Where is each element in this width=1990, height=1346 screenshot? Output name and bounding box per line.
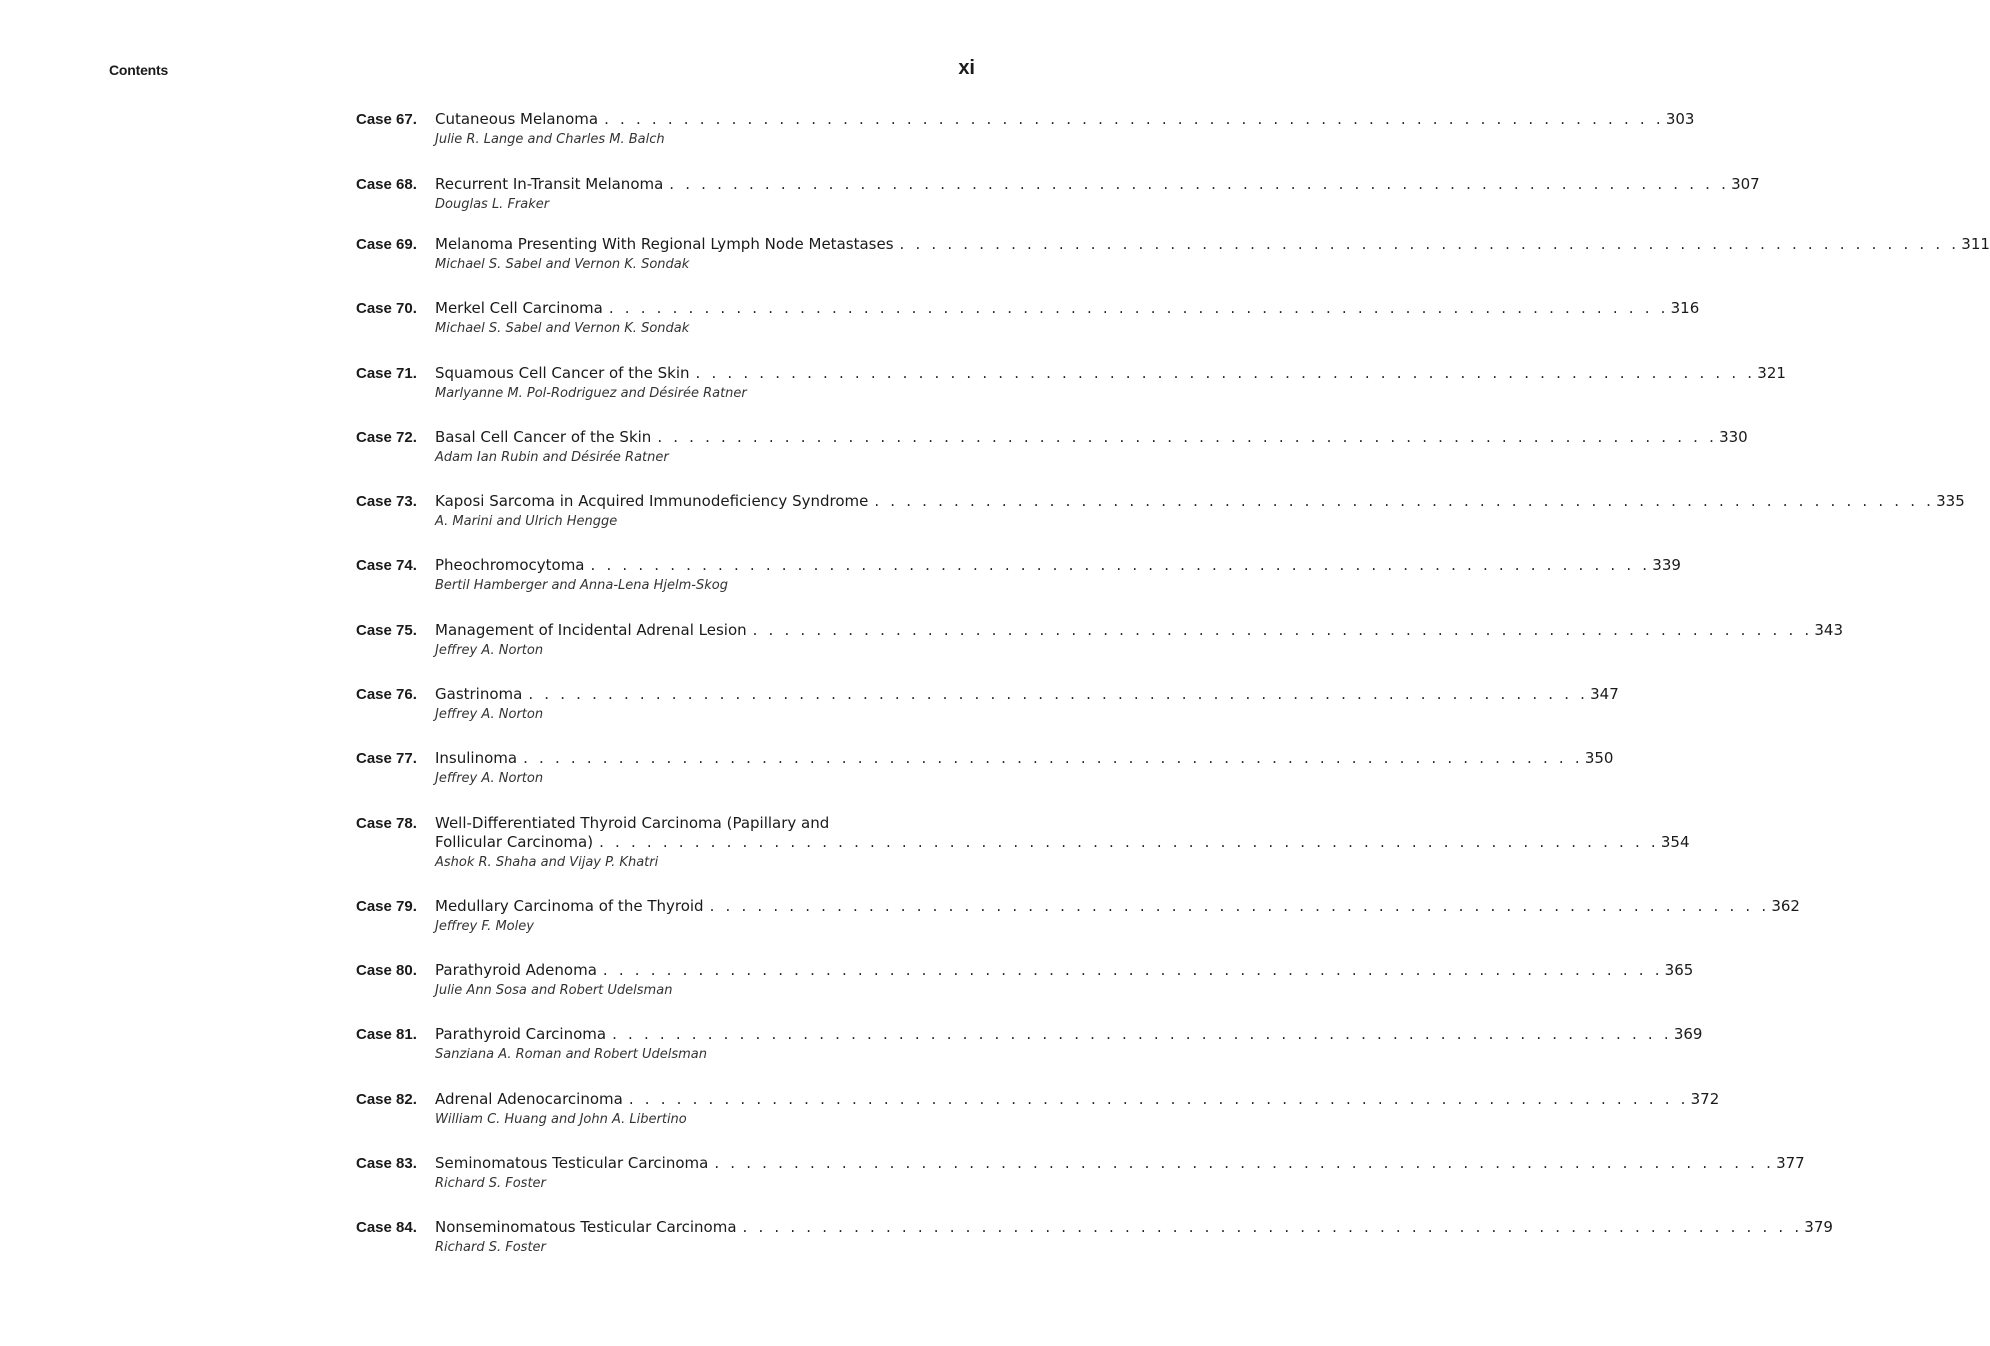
case-number: Case 71. [356,365,417,382]
dot-leader: . . . . . . . . . . . . . . . . . . . . . . . . . . . . . . . . . . . . . . . . . . . . . . . . . . . . . . . . . . . . . . . . . . . [714,1154,1775,1172]
dot-leader: . . . . . . . . . . . . . . . . . . . . . . . . . . . . . . . . . . . . . . . . . . . . . . . . . . . . . . . . . . . . . . . . . . . [899,235,1960,253]
case-authors: Jeffrey F. Moley [435,919,534,934]
case-title: Seminomatous Testicular Carcinoma [435,1154,709,1172]
case-number: Case 70. [356,300,417,317]
page-ref: 372 [1690,1090,1720,1108]
page-ref: 350 [1584,749,1614,767]
page-ref: 369 [1673,1025,1703,1043]
toc-entry [356,961,1694,999]
case-title: Pheochromocytoma [435,556,585,574]
case-title: Kaposi Sarcoma in Acquired Immunodeficiency Syndrome [435,492,869,510]
case-title: Basal Cell Cancer of the Skin [435,428,652,446]
toc-entry [356,1090,1720,1128]
page-ref: 303 [1665,110,1695,128]
case-title: Recurrent In-Transit Melanoma [435,175,664,193]
case-number: Case 80. [356,962,417,979]
dot-leader: . . . . . . . . . . . . . . . . . . . . . . . . . . . . . . . . . . . . . . . . . . . . . . . . . . . . . . . . . . . . . . . . . . . [604,110,1664,128]
running-head: Contents [109,62,169,78]
page-ref: 379 [1804,1218,1833,1236]
dot-leader: . . . . . . . . . . . . . . . . . . . . . . . . . . . . . . . . . . . . . . . . . . . . . . . . . . . . . . . . . . . . . . . . . . . [628,1090,1689,1108]
case-number: Case 76. [356,686,417,703]
page-ref: 365 [1664,961,1694,979]
case-title-first-line: Well-Differentiated Thyroid Carcinoma (Papillary and [435,814,830,832]
page-ref: 311 [1961,235,1990,253]
case-authors: Michael S. Sabel and Vernon K. Sondak [435,257,690,272]
toc-entry [356,364,1786,402]
case-number: Case 69. [356,236,417,253]
case-authors: Jeffrey A. Norton [435,643,544,658]
case-number: Case 78. [356,815,417,832]
case-authors: William C. Huang and John A. Libertino [435,1112,687,1127]
case-number: Case 84. [356,1219,417,1236]
case-title: Merkel Cell Carcinoma [435,299,603,317]
case-number: Case 82. [356,1091,417,1108]
case-title: Management of Incidental Adrenal Lesion [435,621,747,639]
case-title: Gastrinoma [435,685,523,703]
case-title: Follicular Carcinoma) [435,833,594,851]
page-ref: 307 [1731,175,1760,193]
page-ref: 362 [1771,897,1800,915]
toc-entry [356,175,1760,213]
dot-leader: . . . . . . . . . . . . . . . . . . . . . . . . . . . . . . . . . . . . . . . . . . . . . . . . . . . . . . . . . . . . . . . . . . . [608,299,1669,317]
toc-entry [356,1154,1805,1192]
page-ref: 377 [1776,1154,1805,1172]
case-authors: Richard S. Foster [435,1240,546,1255]
page-ref: 339 [1652,556,1681,574]
dot-leader: . . . . . . . . . . . . . . . . . . . . . . . . . . . . . . . . . . . . . . . . . . . . . . . . . . . . . . . . . . . . . . . . . . . [590,556,1651,574]
case-title: Adrenal Adenocarcinoma [435,1090,623,1108]
page-number: xi [958,57,975,79]
page-ref: 330 [1719,428,1748,446]
case-title: Cutaneous Melanoma [435,110,599,128]
dot-leader: . . . . . . . . . . . . . . . . . . . . . . . . . . . . . . . . . . . . . . . . . . . . . . . . . . . . . . . . . . . . . . . . . . . [523,749,1583,767]
toc-entry [356,814,1690,871]
case-title: Melanoma Presenting With Regional Lymph Node Metastases [435,235,894,253]
case-authors: Ashok R. Shaha and Vijay P. Khatri [435,855,659,870]
toc-entry [356,1025,1703,1063]
toc-entry [356,492,1965,530]
toc-entry [356,621,1844,659]
case-number: Case 67. [356,111,417,128]
toc-entry [356,110,1695,148]
case-authors: Michael S. Sabel and Vernon K. Sondak [435,321,690,336]
case-authors: Bertil Hamberger and Anna-Lena Hjelm-Skog [435,578,728,593]
case-authors: A. Marini and Ulrich Hengge [435,514,618,529]
toc-entry [356,235,1990,273]
page-ref: 354 [1660,833,1690,851]
page-ref: 335 [1936,492,1965,510]
case-title: Medullary Carcinoma of the Thyroid [435,897,704,915]
dot-leader: . . . . . . . . . . . . . . . . . . . . . . . . . . . . . . . . . . . . . . . . . . . . . . . . . . . . . . . . . . . . . . . . . . . [874,492,1935,510]
toc-entry [356,556,1681,594]
case-authors: Sanziana A. Roman and Robert Udelsman [435,1047,708,1062]
case-authors: Marlyanne M. Pol-Rodriguez and Désirée Ratner [435,386,747,401]
case-title: Parathyroid Adenoma [435,961,597,979]
dot-leader: . . . . . . . . . . . . . . . . . . . . . . . . . . . . . . . . . . . . . . . . . . . . . . . . . . . . . . . . . . . . . . . . . . . [602,961,1663,979]
page-ref: 316 [1670,299,1700,317]
case-authors: Jeffrey A. Norton [435,707,544,722]
page-ref: 321 [1757,364,1786,382]
case-number: Case 79. [356,898,417,915]
case-number: Case 74. [356,557,417,574]
case-authors: Julie R. Lange and Charles M. Balch [435,132,665,147]
toc-entry [356,749,1614,787]
case-title: Parathyroid Carcinoma [435,1025,607,1043]
dot-leader: . . . . . . . . . . . . . . . . . . . . . . . . . . . . . . . . . . . . . . . . . . . . . . . . . . . . . . . . . . . . . . . . . . . [612,1025,1672,1043]
dot-leader: . . . . . . . . . . . . . . . . . . . . . . . . . . . . . . . . . . . . . . . . . . . . . . . . . . . . . . . . . . . . . . . . . . . [657,428,1718,446]
case-number: Case 73. [356,493,417,510]
dot-leader: . . . . . . . . . . . . . . . . . . . . . . . . . . . . . . . . . . . . . . . . . . . . . . . . . . . . . . . . . . . . . . . . . . . [599,833,1659,851]
page-ref: 343 [1814,621,1844,639]
dot-leader: . . . . . . . . . . . . . . . . . . . . . . . . . . . . . . . . . . . . . . . . . . . . . . . . . . . . . . . . . . . . . . . . . . . [695,364,1756,382]
dot-leader: . . . . . . . . . . . . . . . . . . . . . . . . . . . . . . . . . . . . . . . . . . . . . . . . . . . . . . . . . . . . . . . . . . . [742,1218,1803,1236]
toc-entry [356,428,1748,466]
case-authors: Jeffrey A. Norton [435,771,544,786]
dot-leader: . . . . . . . . . . . . . . . . . . . . . . . . . . . . . . . . . . . . . . . . . . . . . . . . . . . . . . . . . . . . . . . . . . . [669,175,1730,193]
dot-leader: . . . . . . . . . . . . . . . . . . . . . . . . . . . . . . . . . . . . . . . . . . . . . . . . . . . . . . . . . . . . . . . . . . . [752,621,1813,639]
case-number: Case 72. [356,429,417,446]
case-title: Squamous Cell Cancer of the Skin [435,364,690,382]
dot-leader: . . . . . . . . . . . . . . . . . . . . . . . . . . . . . . . . . . . . . . . . . . . . . . . . . . . . . . . . . . . . . . . . . . . [528,685,1589,703]
case-number: Case 83. [356,1155,417,1172]
case-number: Case 75. [356,622,417,639]
page-ref: 347 [1590,685,1619,703]
toc-entry [356,1218,1833,1256]
case-title: Insulinoma [435,749,518,767]
toc-entry [356,685,1619,723]
toc-entry [356,299,1700,337]
toc-entry [356,897,1800,935]
case-title: Nonseminomatous Testicular Carcinoma [435,1218,737,1236]
case-number: Case 68. [356,176,417,193]
dot-leader: . . . . . . . . . . . . . . . . . . . . . . . . . . . . . . . . . . . . . . . . . . . . . . . . . . . . . . . . . . . . . . . . . . . [709,897,1770,915]
case-authors: Richard S. Foster [435,1176,546,1191]
case-authors: Adam Ian Rubin and Désirée Ratner [435,450,669,465]
case-number: Case 77. [356,750,417,767]
case-number: Case 81. [356,1026,417,1043]
case-authors: Julie Ann Sosa and Robert Udelsman [435,983,673,998]
case-authors: Douglas L. Fraker [435,197,550,212]
